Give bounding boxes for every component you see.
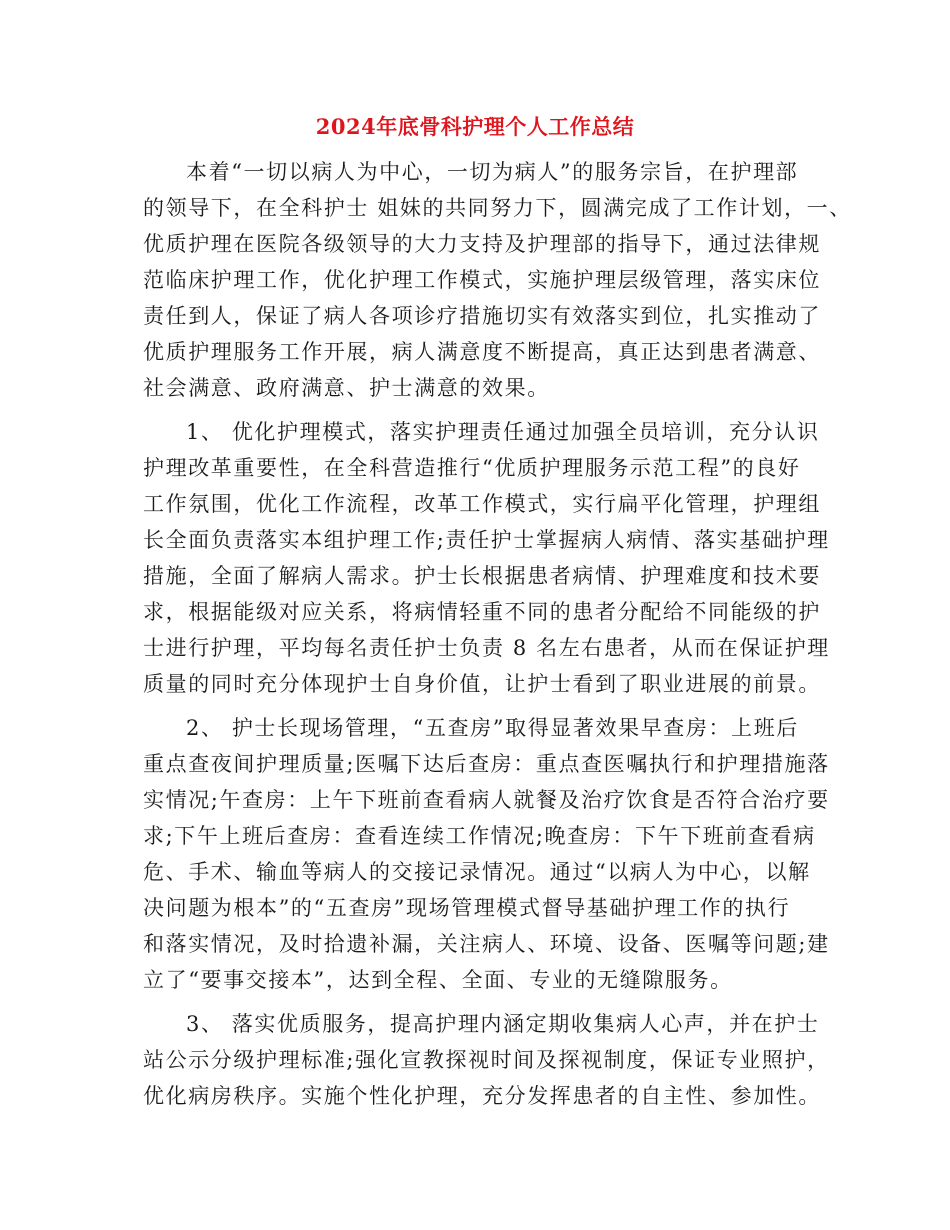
paragraph-line: 站公示分级护理标准;强化宣教探视时间及探视制度，保证专业照护， xyxy=(143,1048,830,1072)
paragraph-line: 优化病房秩序。实施个性化护理，充分发挥患者的自主性、参加性。 xyxy=(143,1084,821,1108)
paragraph-line: 士进行护理，平均每名责任护士负责 8 名左右患者，从而在保证护理 xyxy=(143,636,830,660)
paragraph-line: 工作氛围，优化工作流程，改革工作模式，实行扁平化管理，护理组 xyxy=(143,492,821,516)
paragraph-line: 范临床护理工作，优化护理工作模式，实施护理层级管理，落实床位 xyxy=(143,268,821,292)
paragraph-line: 优质护理在医院各级领导的大力支持及护理部的指导下，通过法律规 xyxy=(143,232,821,256)
paragraph-line: 实情况;午查房：上午下班前查看病人就餐及治疗饮食是否符合治疗要 xyxy=(143,788,830,812)
paragraph-line: 决问题为根本”的“五查房”现场管理模式督导基础护理工作的执行 xyxy=(143,896,791,920)
paragraph-line: 社会满意、政府满意、护士满意的效果。 xyxy=(143,376,550,400)
paragraph-line: 措施，全面了解病人需求。护士长根据患者病情、护理难度和技术要 xyxy=(143,564,821,588)
paragraph-line: 立了“要事交接本”，达到全程、全面、专业的无缝隙服务。 xyxy=(143,968,733,992)
paragraph-line: 求;下午上班后查房：查看连续工作情况;晚查房：下午下班前查看病 xyxy=(143,824,816,848)
paragraph-line: 2、 护士长现场管理，“五查房”取得显著效果早查房：上班后 xyxy=(186,716,799,740)
paragraph-line: 护理改革重要性，在全科营造推行“优质护理服务示范工程”的良好 xyxy=(143,456,801,480)
paragraph-line: 本着“一切以病人为中心，一切为病人”的服务宗旨，在护理部 xyxy=(186,160,799,184)
paragraph-line: 优质护理服务工作开展，病人满意度不断提高，真正达到患者满意、 xyxy=(143,340,821,364)
paragraph-line: 的领导下，在全科护士 姐妹的共同努力下，圆满完成了工作计划，一、 xyxy=(143,196,852,220)
paragraph-line: 重点查夜间护理质量;医嘱下达后查房：重点查医嘱执行和护理措施落 xyxy=(143,752,830,776)
paragraph-line: 长全面负责落实本组护理工作;责任护士掌握病人病情、落实基础护理 xyxy=(143,528,830,552)
paragraph-line: 1、 优化护理模式，落实护理责任通过加强全员培训，充分认识 xyxy=(186,420,820,444)
paragraph-line: 和落实情况，及时拾遗补漏，关注病人、环境、设备、医嘱等问题;建 xyxy=(143,932,830,956)
paragraph-line: 求，根据能级对应关系，将病情轻重不同的患者分配给不同能级的护 xyxy=(143,600,821,624)
document-title: 2024年底骨科护理个人工作总结 xyxy=(315,114,635,139)
paragraph-line: 质量的同时充分体现护士自身价值，让护士看到了职业进展的前景。 xyxy=(143,672,821,696)
paragraph-line: 3、 落实优质服务，提高护理内涵定期收集病人心声，并在护士 xyxy=(186,1012,820,1036)
paragraph-line: 危、手术、输血等病人的交接记录情况。通过“以病人为中心，以解 xyxy=(143,860,811,884)
paragraph-line: 责任到人，保证了病人各项诊疗措施切实有效落实到位，扎实推动了 xyxy=(143,304,821,328)
